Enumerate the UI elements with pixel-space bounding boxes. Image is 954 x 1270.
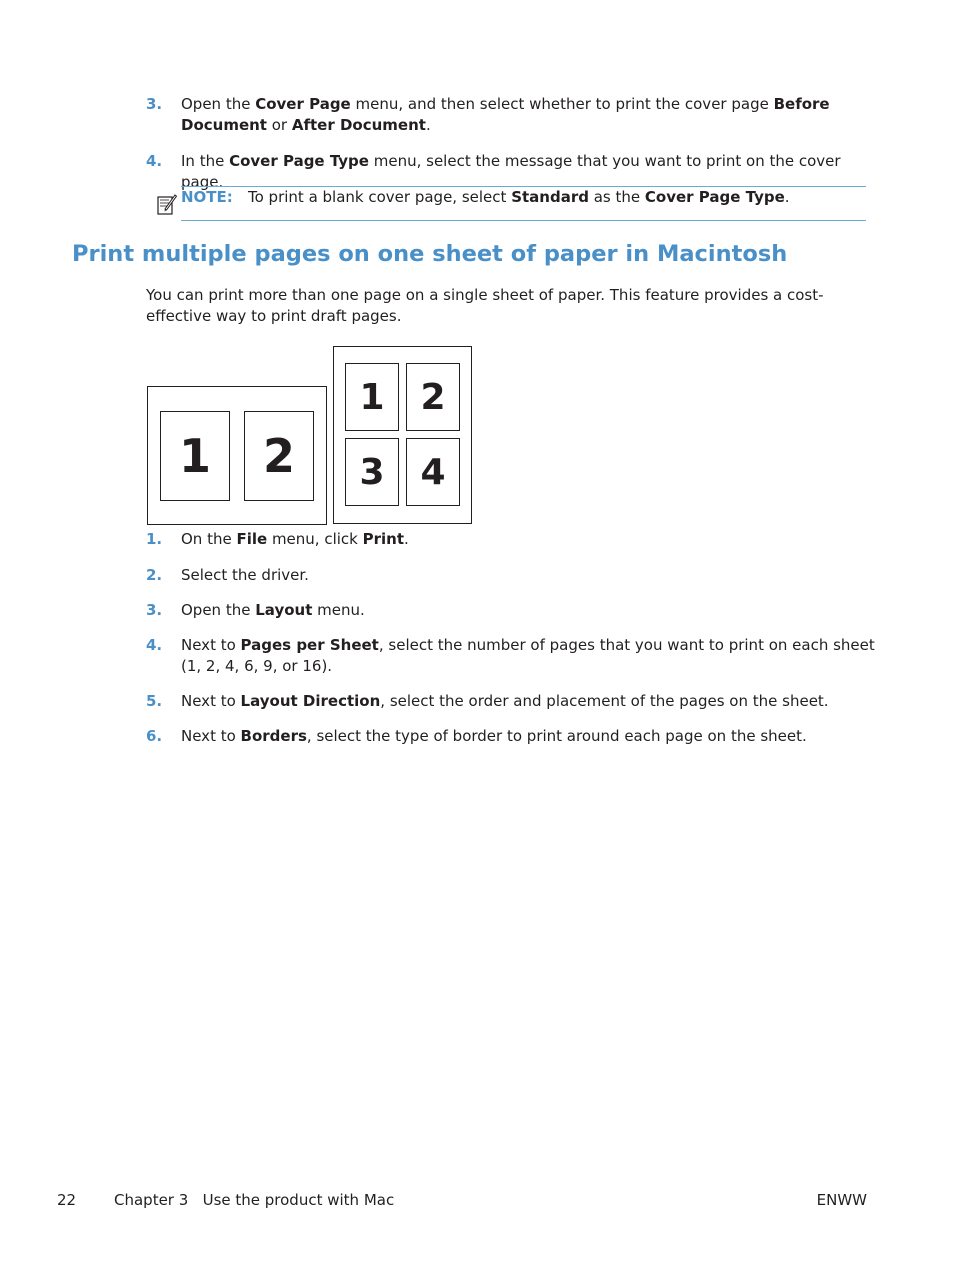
step-5-layout-direction	[146, 691, 876, 712]
section-intro: You can print more than one page on a single sheet of paper. This feature provides a cost-effective way to print draft pages.	[146, 286, 824, 325]
step-number: 4.	[146, 636, 163, 654]
step-text: Open the Cover Page menu, and then select whether to print the cover page Before Document or After Document.	[181, 95, 830, 134]
step-2-select-driver	[146, 565, 876, 586]
step-number: 5.	[146, 692, 163, 710]
step-3-cover-page	[146, 94, 876, 136]
footer-chapter: Chapter 3 Use the product with Mac	[114, 1191, 395, 1209]
footer-page-number: 22	[57, 1191, 77, 1209]
page-thumbnail: 1	[345, 363, 399, 431]
page-thumbnail: 1	[160, 411, 230, 501]
note-box	[181, 186, 866, 221]
four-up-sheet-illustration	[333, 346, 472, 524]
two-up-sheet-illustration	[147, 386, 327, 525]
page-thumbnail: 3	[345, 438, 399, 506]
step-text: Open the Layout menu.	[181, 601, 365, 619]
step-text: Next to Layout Direction, select the order and placement of the pages on the sheet.	[181, 692, 829, 710]
step-number: 2.	[146, 566, 163, 584]
step-number: 1.	[146, 530, 163, 548]
step-6-borders	[146, 726, 876, 747]
note-label: NOTE:	[181, 188, 233, 206]
step-text: Select the driver.	[181, 566, 309, 584]
page-thumbnail: 2	[406, 363, 460, 431]
note-text: To print a blank cover page, select Standard as the Cover Page Type.	[248, 188, 790, 206]
step-text: Next to Borders, select the type of border to print around each page on the sheet.	[181, 727, 807, 745]
page-thumbnail: 4	[406, 438, 460, 506]
page-thumbnail: 2	[244, 411, 314, 501]
step-text: Next to Pages per Sheet, select the number of pages that you want to print on each sheet (1, 2, 4, 6, 9, or 16).	[181, 636, 875, 675]
footer-edition: ENWW	[816, 1191, 867, 1209]
step-number: 3.	[146, 601, 163, 619]
step-text: In the Cover Page Type menu, select the message that you want to print on the cover page.	[181, 152, 841, 191]
section-heading: Print multiple pages on one sheet of paper in Macintosh	[72, 241, 788, 267]
step-number: 6.	[146, 727, 163, 745]
step-number: 4.	[146, 152, 163, 170]
step-text: On the File menu, click Print.	[181, 530, 409, 548]
step-3-layout-menu	[146, 600, 876, 621]
note-pencil-icon	[157, 193, 177, 215]
step-4-pages-per-sheet	[146, 635, 876, 677]
step-number: 3.	[146, 95, 163, 113]
step-1-file-print	[146, 529, 876, 550]
